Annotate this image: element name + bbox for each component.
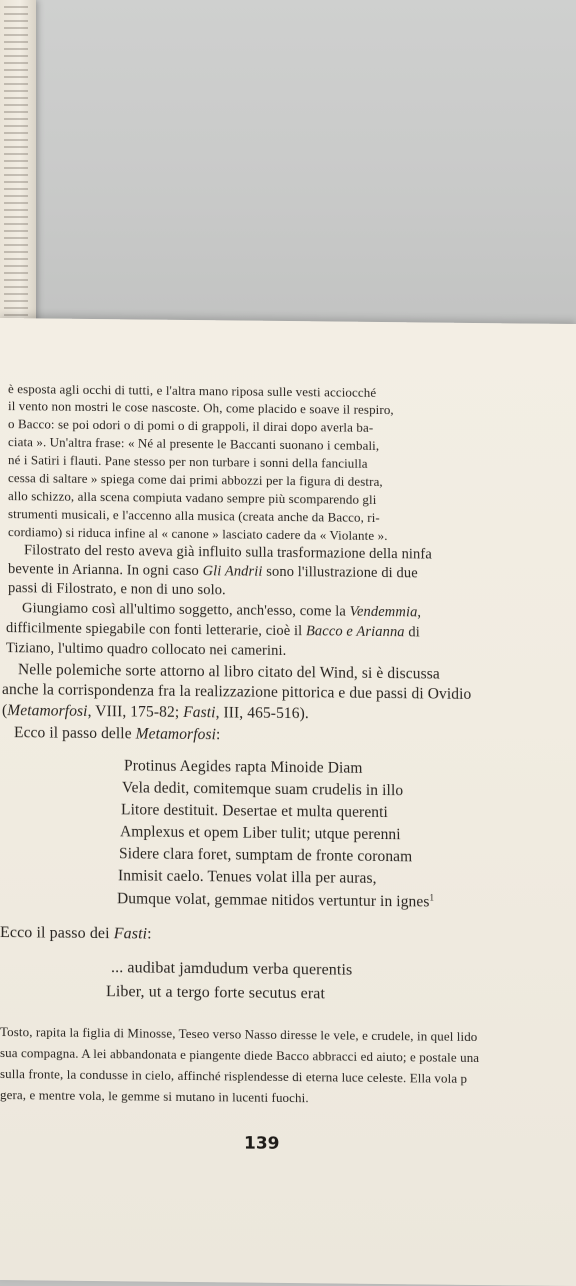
fasti-verse-line: ... audibat jamdudum verba querentis — [111, 959, 353, 979]
verse-line: Dumque volat, gemmae nitidos vertuntur in ignes$^1$ — [117, 890, 435, 911]
footnote-line: gera, e mentre vola, le gemme si mutano in lucenti fuochi. — [0, 1087, 309, 1106]
para1-line: è esposta agli occhi di tutti, e l'altra mano riposa sulle vesti acciocché — [8, 381, 377, 400]
previous-page-edge — [0, 0, 36, 335]
para1-line: né i Satiri i flauti. Pane stesso per non turbare i sonni della fanciulla — [8, 452, 368, 471]
fasti-verse-line: Liber, ut a tergo forte secutus erat — [106, 983, 326, 1003]
para1-line: cessa di saltare » spiega come dai primi abbozzi per la figura di destra, — [8, 470, 383, 490]
para2-line: Filostrato del resto aveva già influito sulla trasformazione della ninfa — [24, 542, 432, 563]
footnote-line: sulla fronte, la condusse in cielo, affinché risplendesse di eterna luce celeste. Ella vola p — [0, 1066, 468, 1086]
previous-page-text-lines — [4, 6, 28, 326]
verse-line: Litore destituit. Desertae et multa querenti — [121, 801, 388, 822]
desk-background — [0, 0, 576, 330]
intro-metamorfosi: Ecco il passo delle Metamorfosi: — [14, 724, 221, 744]
para1-line: il vento non mostri le cose nascoste. Oh, come placido e soave il respiro, — [8, 398, 394, 418]
para2-line: passi di Filostrato, e non di uno solo. — [8, 580, 226, 599]
para4-line: anche la corrispondenza fra la realizzazione pittorica e due passi di Ovidio — [2, 681, 472, 703]
para1-line: cordiamo) si riduca infine al « canone » lasciato cadere da « Violante ». — [8, 524, 388, 544]
para2-line: bevente in Arianna. In ogni caso Gli Andrii sono l'illustrazione di due — [8, 561, 418, 582]
para3-line: Tiziano, l'ultimo quadro collocato nei camerini. — [6, 640, 287, 659]
verse-line: Sidere clara foret, sumptam de fronte coronam — [119, 845, 413, 866]
para4-line: Nelle polemiche sorte attorno al libro citato del Wind, si è discussa — [18, 661, 440, 683]
footnote-line: Tosto, rapita la figlia di Minosse, Teseo verso Nasso diresse le vele, e crudele, in quel lido — [0, 1024, 478, 1044]
footnote-line: sua compagna. A lei abbandonata e piangente diede Bacco abbracci ed aiuto; e postale una — [0, 1045, 480, 1066]
verse-line: Vela dedit, comitemque suam crudelis in illo — [122, 779, 404, 800]
para4-line: (Metamorfosi, VIII, 175-82; Fasti, III, 465-516). — [2, 702, 309, 723]
para3-line: difficilmente spiegabile con fonti letterarie, cioè il Bacco e Arianna di — [6, 620, 420, 641]
footnote-marker: 1 — [429, 892, 435, 903]
verse-line: Amplexus et opem Liber tulit; utque perenni — [120, 823, 401, 844]
book-page — [0, 318, 576, 1286]
page-number: 139 — [244, 1133, 280, 1154]
page-text — [0, 368, 576, 1154]
para1-line: ciata ». Un'altra frase: « Né al presente le Baccanti suonano i cembali, — [8, 434, 380, 453]
para1-line: o Bacco: se poi odori o di pomi o di grappoli, il dirai dopo averla ba- — [8, 416, 374, 435]
para1-line: allo schizzo, alla scena compiuta vadano sempre più scomparendo gli — [8, 488, 377, 507]
verse-line: Inmisit caelo. Tenues volat illa per auras, — [118, 867, 377, 887]
verse-line: Protinus Aegides rapta Minoide Diam — [124, 757, 363, 777]
para1-line: strumenti musicali, e l'accenno alla musica (creata anche da Bacco, ri- — [8, 506, 380, 525]
para3-line: Giungiamo così all'ultimo soggetto, anch'esso, come la Vendemmia, — [22, 600, 422, 621]
intro-fasti: Ecco il passo dei Fasti: — [0, 924, 152, 943]
